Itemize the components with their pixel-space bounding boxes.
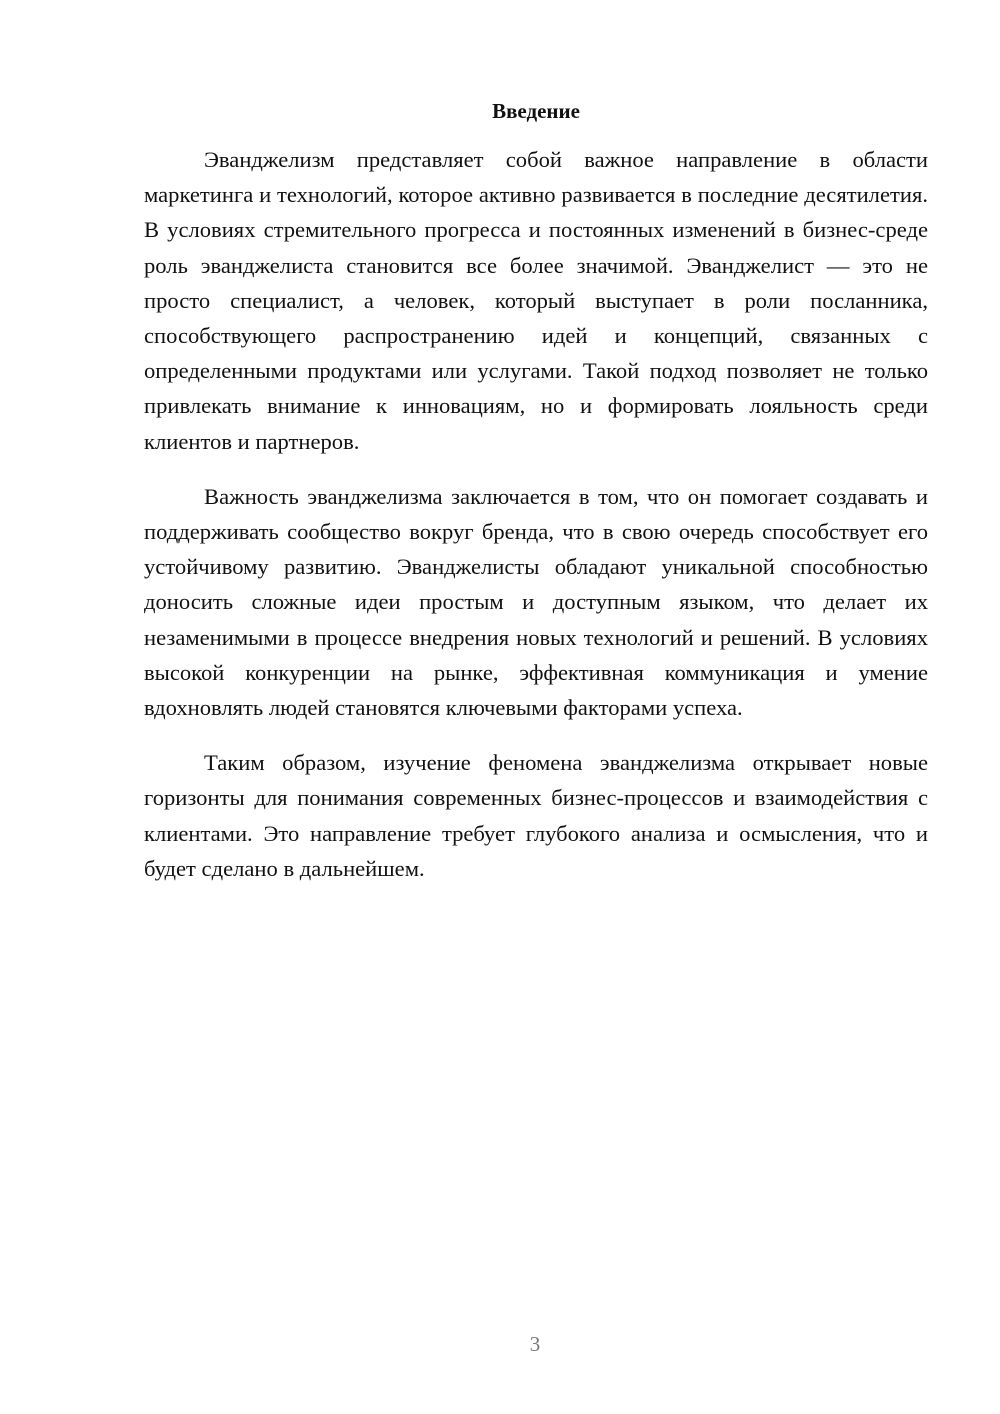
paragraph-3: Таким образом, изучение феномена эванджелизма открывает новые горизонты для понимания современных бизнес-процессов и взаимодействия с клиентами. Это направление требует глубокого анализа и осмысления, что и будет сделано в дальнейшем. (144, 750, 928, 881)
paragraph-2: Важность эванджелизма заключается в том, что он помогает создавать и поддерживать сообщество вокруг бренда, что в свою очередь способствует его устойчивому развитию. Эванджелисты обладают уникальной способностью доносить сложные идеи простым и доступным языком, что делает их незаменимыми в процессе внедрения новых технологий и решений. В условиях высокой конкуренции на рынке, эффективная коммуникация и умение вдохновлять людей становятся ключевыми факторами успеха. (144, 483, 928, 721)
page-title: Введение (492, 99, 580, 123)
page-number: 3 (529, 1332, 541, 1356)
page-content (144, 94, 928, 906)
paragraph-1: Эванджелизм представляет собой важное направление в области маркетинга и технологий, которое активно развивается в последние десятилетия. В условиях стремительного прогресса и постоянных изменений в бизнес-среде роль эванджелиста становится все более значимой. Эванджелист — это не просто специалист, а человек, который выступает в роли посланника, способствующего распространению идей и концепций, связанных с определенными продуктами или услугами. Такой подход позволяет не только привлекать внимание к инновациям, но и формировать лояльность среди клиентов и партнеров. (144, 147, 928, 454)
